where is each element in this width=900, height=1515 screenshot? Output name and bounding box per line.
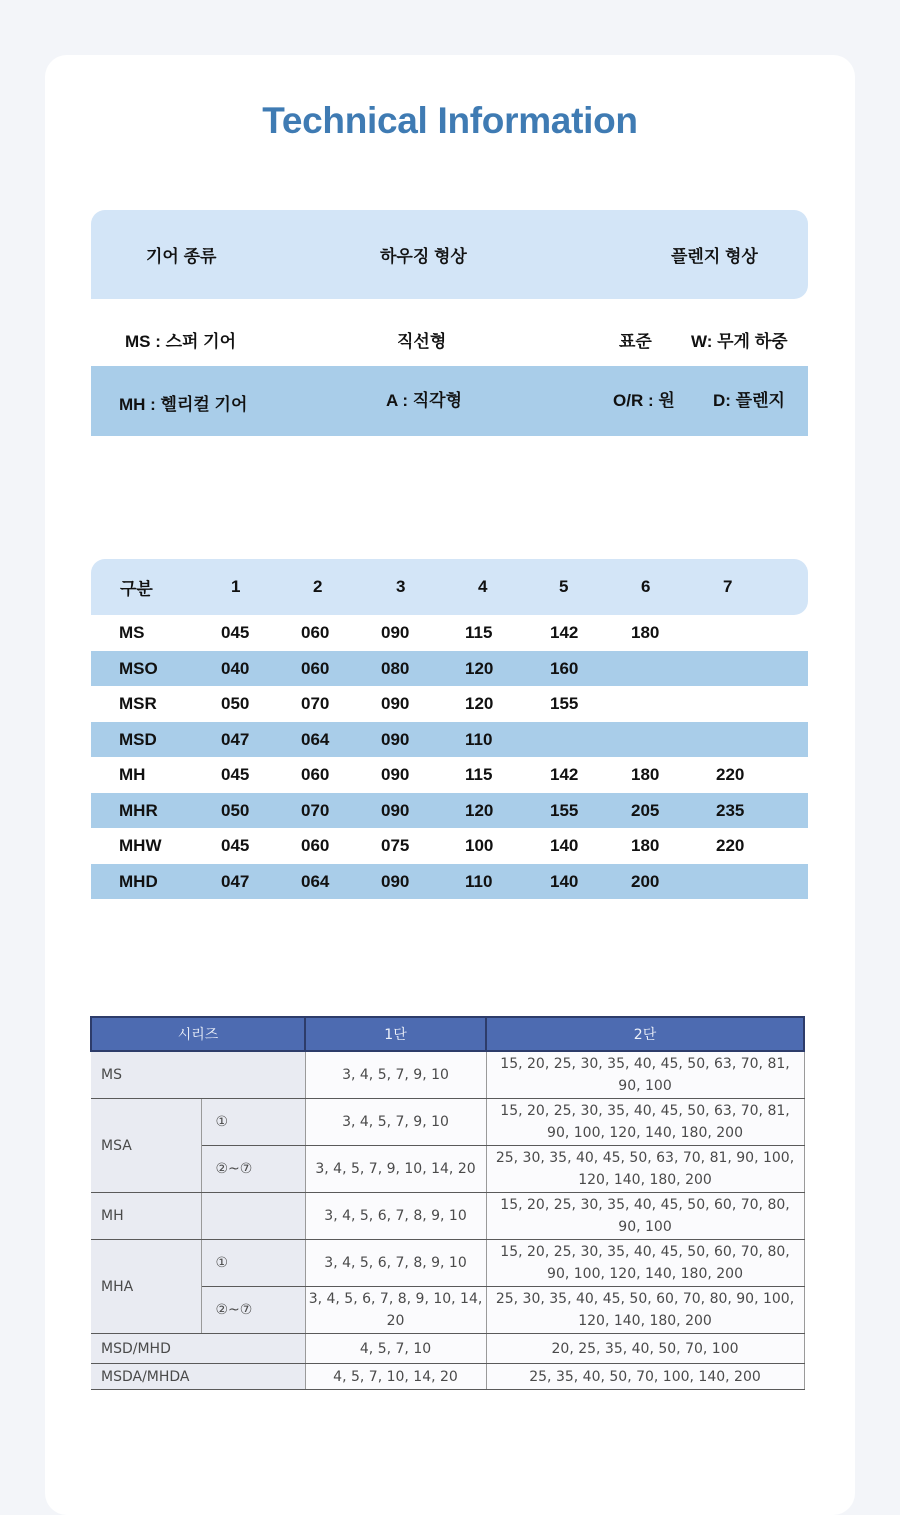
stage2-cell: 25, 30, 35, 40, 45, 50, 63, 70, 81, 90, 100, 120, 140, 180, 200 <box>486 1146 804 1193</box>
size-cell: 100 <box>465 836 494 855</box>
size-table-header <box>91 559 808 615</box>
stage2-cell: 15, 20, 25, 30, 35, 40, 45, 50, 63, 70, 81, 90, 100 <box>486 1051 804 1099</box>
gear-cell: MS : 스퍼 기어 <box>125 332 237 351</box>
stage1-cell: 4, 5, 7, 10, 14, 20 <box>305 1364 486 1390</box>
table-row <box>91 1240 804 1287</box>
size-cell: 120 <box>465 658 494 678</box>
size-cell: 080 <box>381 658 410 678</box>
gear-type-table <box>91 210 808 436</box>
stage1-cell: 4, 5, 7, 10 <box>305 1334 486 1364</box>
table-row <box>91 757 808 793</box>
size-cell: 140 <box>550 871 579 891</box>
gear-table-header <box>91 210 808 299</box>
stage1-cell: 3, 4, 5, 7, 9, 10, 14, 20 <box>305 1146 486 1193</box>
size-cell: 220 <box>716 836 745 855</box>
size-cell: 047 <box>221 871 250 891</box>
size-cell: 142 <box>550 765 579 784</box>
size-cell: 060 <box>301 658 330 678</box>
table-row <box>91 686 808 722</box>
size-cell: 155 <box>550 800 579 820</box>
gear-cell: MH : 헬리컬 기어 <box>119 395 248 414</box>
size-cell: 155 <box>550 694 579 713</box>
table-row <box>91 793 808 828</box>
size-cell: 070 <box>301 694 330 713</box>
size-cell: 090 <box>381 623 410 642</box>
model-cell: MSO <box>119 658 158 678</box>
size-cell: 064 <box>301 871 330 891</box>
size-cell: 090 <box>381 694 410 713</box>
stage2-cell: 15, 20, 25, 30, 35, 40, 45, 50, 63, 70, 81, 90, 100, 120, 140, 180, 200 <box>486 1099 804 1146</box>
size-cell: 060 <box>301 623 330 642</box>
size-cell: 045 <box>221 836 250 855</box>
header-flange-shape: 플렌지 형상 <box>671 247 758 266</box>
sub-label-cell: ① <box>201 1099 305 1146</box>
size-cell: 160 <box>550 658 579 678</box>
series-cell: MHA <box>91 1240 201 1334</box>
header-col: 6 <box>641 577 651 596</box>
housing-cell: 직선형 <box>397 332 447 351</box>
size-table-body <box>91 615 808 899</box>
size-cell: 090 <box>381 871 410 891</box>
header-series: 시리즈 <box>91 1017 305 1051</box>
size-cell: 047 <box>221 729 250 749</box>
size-cell: 120 <box>465 694 494 713</box>
stage2-cell: 25, 35, 40, 50, 70, 100, 140, 200 <box>486 1364 804 1390</box>
size-cell: 205 <box>631 800 660 820</box>
size-cell: 090 <box>381 765 410 784</box>
size-cell: 142 <box>550 623 579 642</box>
model-cell: MHD <box>119 871 158 891</box>
sub-label-cell: ②~⑦ <box>201 1287 305 1334</box>
stage1-cell: 3, 4, 5, 7, 9, 10 <box>305 1099 486 1146</box>
table-row <box>91 1099 804 1146</box>
size-cell: 090 <box>381 729 410 749</box>
flange-cell: 표준 <box>619 332 652 351</box>
model-cell: MSD <box>119 729 157 749</box>
page-title: Technical Information <box>262 100 638 141</box>
size-cell: 115 <box>465 765 493 784</box>
size-cell: 070 <box>301 800 330 820</box>
size-cell: 120 <box>465 800 494 820</box>
table-row <box>91 1193 804 1240</box>
model-cell: MSR <box>119 694 157 713</box>
size-cell: 040 <box>221 658 250 678</box>
series-cell: MS <box>91 1051 305 1099</box>
model-cell: MHW <box>119 836 162 855</box>
size-cell: 235 <box>716 800 745 820</box>
table-row <box>91 1334 804 1364</box>
stage1-cell: 3, 4, 5, 6, 7, 8, 9, 10, 14, 20 <box>305 1287 486 1334</box>
reduction-ratio-table <box>90 1016 805 1390</box>
stage1-cell: 3, 4, 5, 6, 7, 8, 9, 10 <box>305 1193 486 1240</box>
flange-cell: W: 무게 하중 <box>691 332 788 351</box>
model-cell: MS <box>119 623 145 642</box>
size-cell: 090 <box>381 800 410 820</box>
size-cell: 110 <box>465 729 493 749</box>
table-row <box>91 864 808 899</box>
series-cell: MSD/MHD <box>91 1334 305 1364</box>
table-row <box>91 1364 804 1390</box>
size-cell: 180 <box>631 836 660 855</box>
header-category: 구분 <box>120 579 153 599</box>
size-cell: 200 <box>631 871 660 891</box>
series-cell: MSA <box>91 1099 201 1193</box>
stage2-cell: 15, 20, 25, 30, 35, 40, 45, 50, 60, 70, 80, 90, 100, 120, 140, 180, 200 <box>486 1240 804 1287</box>
size-cell: 180 <box>631 765 660 784</box>
size-cell: 045 <box>221 623 250 642</box>
size-cell: 045 <box>221 765 250 784</box>
size-table <box>91 559 808 899</box>
size-cell: 220 <box>716 765 745 784</box>
stage2-cell: 25, 30, 35, 40, 45, 50, 60, 70, 80, 90, 100, 120, 140, 180, 200 <box>486 1287 804 1334</box>
header-col: 1 <box>231 577 241 596</box>
size-cell: 050 <box>221 694 250 713</box>
header-housing-shape: 하우징 형상 <box>380 247 467 266</box>
series-cell: MSDA/MHDA <box>91 1364 305 1390</box>
header-gear-type: 기어 종류 <box>146 247 217 266</box>
stage2-cell: 20, 25, 35, 40, 50, 70, 100 <box>486 1334 804 1364</box>
model-cell: MHR <box>119 800 158 820</box>
size-cell: 115 <box>465 623 493 642</box>
gear-table-row <box>91 299 808 366</box>
model-cell: MH <box>119 765 146 784</box>
size-cell: 060 <box>301 765 330 784</box>
table-row <box>91 615 808 651</box>
sub-label-cell: ②~⑦ <box>201 1146 305 1193</box>
header-stage-2: 2단 <box>486 1017 804 1051</box>
size-cell: 110 <box>465 871 493 891</box>
size-cell: 140 <box>550 836 579 855</box>
flange-cell: O/R : 원 <box>613 391 675 410</box>
table-row <box>91 722 808 757</box>
header-col: 5 <box>559 577 569 596</box>
stage1-cell: 3, 4, 5, 6, 7, 8, 9, 10 <box>305 1240 486 1287</box>
header-col: 2 <box>313 577 323 596</box>
housing-cell: A : 직각형 <box>386 391 463 410</box>
size-cell: 060 <box>301 836 330 855</box>
header-col: 7 <box>723 577 733 596</box>
size-cell: 075 <box>381 836 410 855</box>
header-stage-1: 1단 <box>305 1017 486 1051</box>
header-col: 4 <box>478 577 488 596</box>
size-cell: 050 <box>221 800 250 820</box>
sub-label-cell <box>201 1193 305 1240</box>
sub-label-cell: ① <box>201 1240 305 1287</box>
size-cell: 180 <box>631 623 660 642</box>
table-row <box>91 651 808 686</box>
flange-cell: D: 플렌지 <box>713 391 785 410</box>
stage2-cell: 15, 20, 25, 30, 35, 40, 45, 50, 60, 70, 80, 90, 100 <box>486 1193 804 1240</box>
series-cell: MH <box>91 1193 201 1240</box>
header-col: 3 <box>396 577 406 596</box>
table-row <box>91 1051 804 1099</box>
stage1-cell: 3, 4, 5, 7, 9, 10 <box>305 1051 486 1099</box>
gear-table-row <box>91 366 808 436</box>
table-row <box>91 828 808 864</box>
size-cell: 064 <box>301 729 330 749</box>
